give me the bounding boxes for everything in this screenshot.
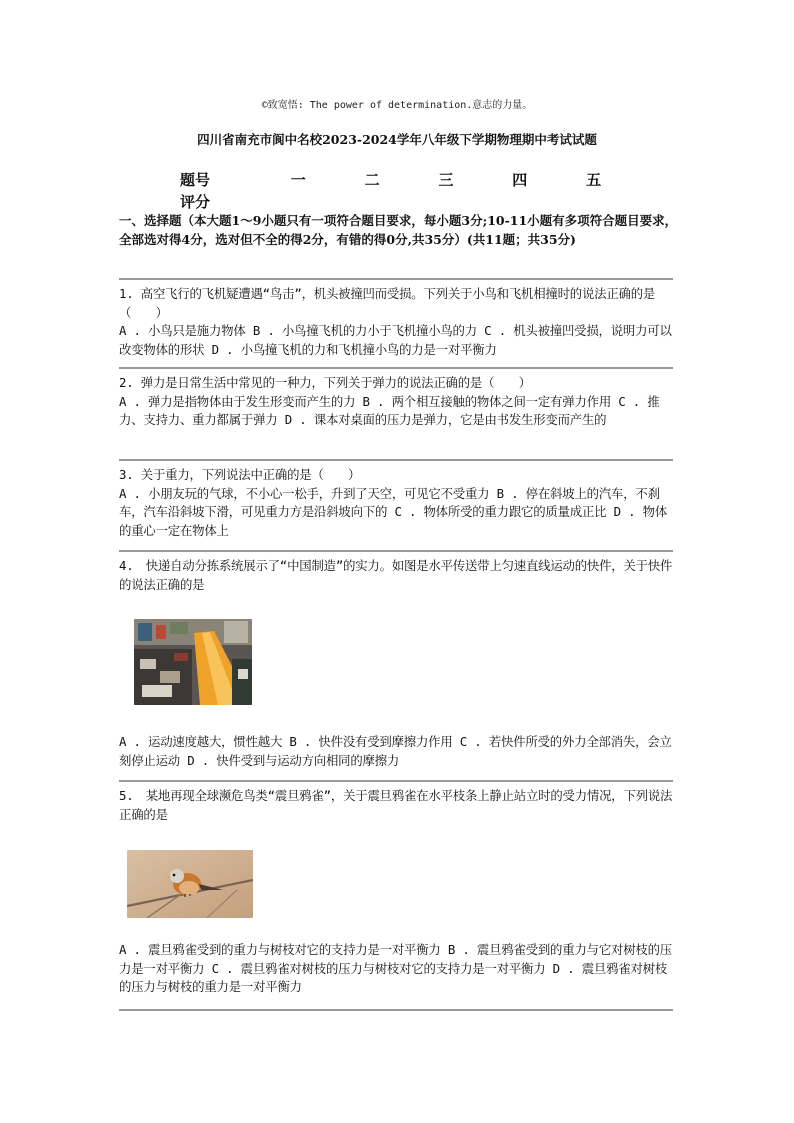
divider [119,367,673,369]
divider [119,780,673,782]
score-col-2: 二 [364,170,380,189]
question-options: A . 震旦鸦雀受到的重力与树枝对它的支持力是一对平衡力 B . 震旦鸦雀受到的重力与它对树枝的压力是一对平衡力 C . 震旦鸦雀对树枝的压力与树枝对它的支持力是一对平衡力 D . 震旦鸦雀对树枝的压力与树枝的重力是一对平衡力 [119,942,672,994]
question-3 [119,466,675,540]
score-row-label-2: 评分 [180,192,211,211]
question-stem: 5. 某地再现全球濒危鸟类“震旦鸦雀”，关于震旦鸦雀在水平枝条上静止站立时的受力情况，下列说法正确的是 [119,788,673,822]
divider [119,278,673,280]
question-2 [119,374,675,430]
divider [119,1009,673,1011]
question-4-options [119,733,675,770]
divider [119,550,673,552]
score-col-4: 四 [512,170,528,189]
question-stem: 2. 弹力是日常生活中常见的一种力，下列关于弹力的说法正确的是（ ） [119,375,531,390]
motto: ©致宽悟: The power of determination.意志的力量。 [261,100,533,111]
score-col-1: 一 [290,170,306,189]
question-4-stem [119,557,675,594]
question-1 [119,285,675,359]
question-stem: 3. 关于重力，下列说法中正确的是（ ） [119,467,361,482]
divider [119,459,673,461]
question-stem: 1. 高空飞行的飞机疑遭遇“鸟击”，机头被撞凹而受损。下列关于小鸟和飞机相撞时的说法正确的是（ ） [119,286,656,320]
section-header: 一、选择题（本大题1～9小题只有一项符合题目要求，每小题3分;10-11小题有多项符合题目要求，全部选对得4分，选对但不全的得2分，有错的得0分,共35分）(共11题；共35分) [119,213,678,247]
document-title: 四川省南充市阆中名校2023-2024学年八年级下学期物理期中考试试题 [197,132,597,147]
question-options: A . 运动速度越大，惯性越大 B . 快件没有受到摩擦力作用 C . 若快件所受的外力全部消失，会立刻停止运动 D . 快件受到与运动方向相同的摩擦力 [119,734,672,768]
question-5-options [119,941,675,997]
score-col-5: 五 [586,170,602,189]
question-options: A . 小朋友玩的气球，不小心一松手，升到了天空，可见它不受重力 B . 停在斜坡上的汽车，不刹车，汽车沿斜坡下滑，可见重力方是沿斜坡向下的 C . 物体所受的重力跟它的质量成正比 D . 物体的重心一定在物体上 [119,485,668,538]
conveyor-belt-photo [134,619,252,705]
score-row-label: 题号 [180,170,211,189]
score-value-row [180,190,660,212]
question-options: A . 小鸟只是施力物体 B . 小鸟撞飞机的力小于飞机撞小鸟的力 C . 机头被撞凹受损，说明力可以改变物体的形状 D . 小鸟撞飞机的力和飞机撞小鸟的力是一对平衡力 [119,323,672,357]
question-5-stem [119,787,675,824]
question-options: A . 弹力是指物体由于发生形变而产生的力 B . 两个相互接触的物体之间一定有弹力作用 C . 推力、支持力、重力都属于弹力 D . 课本对桌面的压力是弹力，它是由书发生形变而产生的 [119,393,660,427]
score-table [180,168,660,212]
score-header-row [180,168,660,190]
question-stem: 4. 快递自动分拣系统展示了“中国制造”的实力。如图是水平传送带上匀速直线运动的快件，关于快件的说法正确的是 [119,558,673,592]
bird-photo [127,850,253,918]
score-col-3: 三 [438,170,454,189]
